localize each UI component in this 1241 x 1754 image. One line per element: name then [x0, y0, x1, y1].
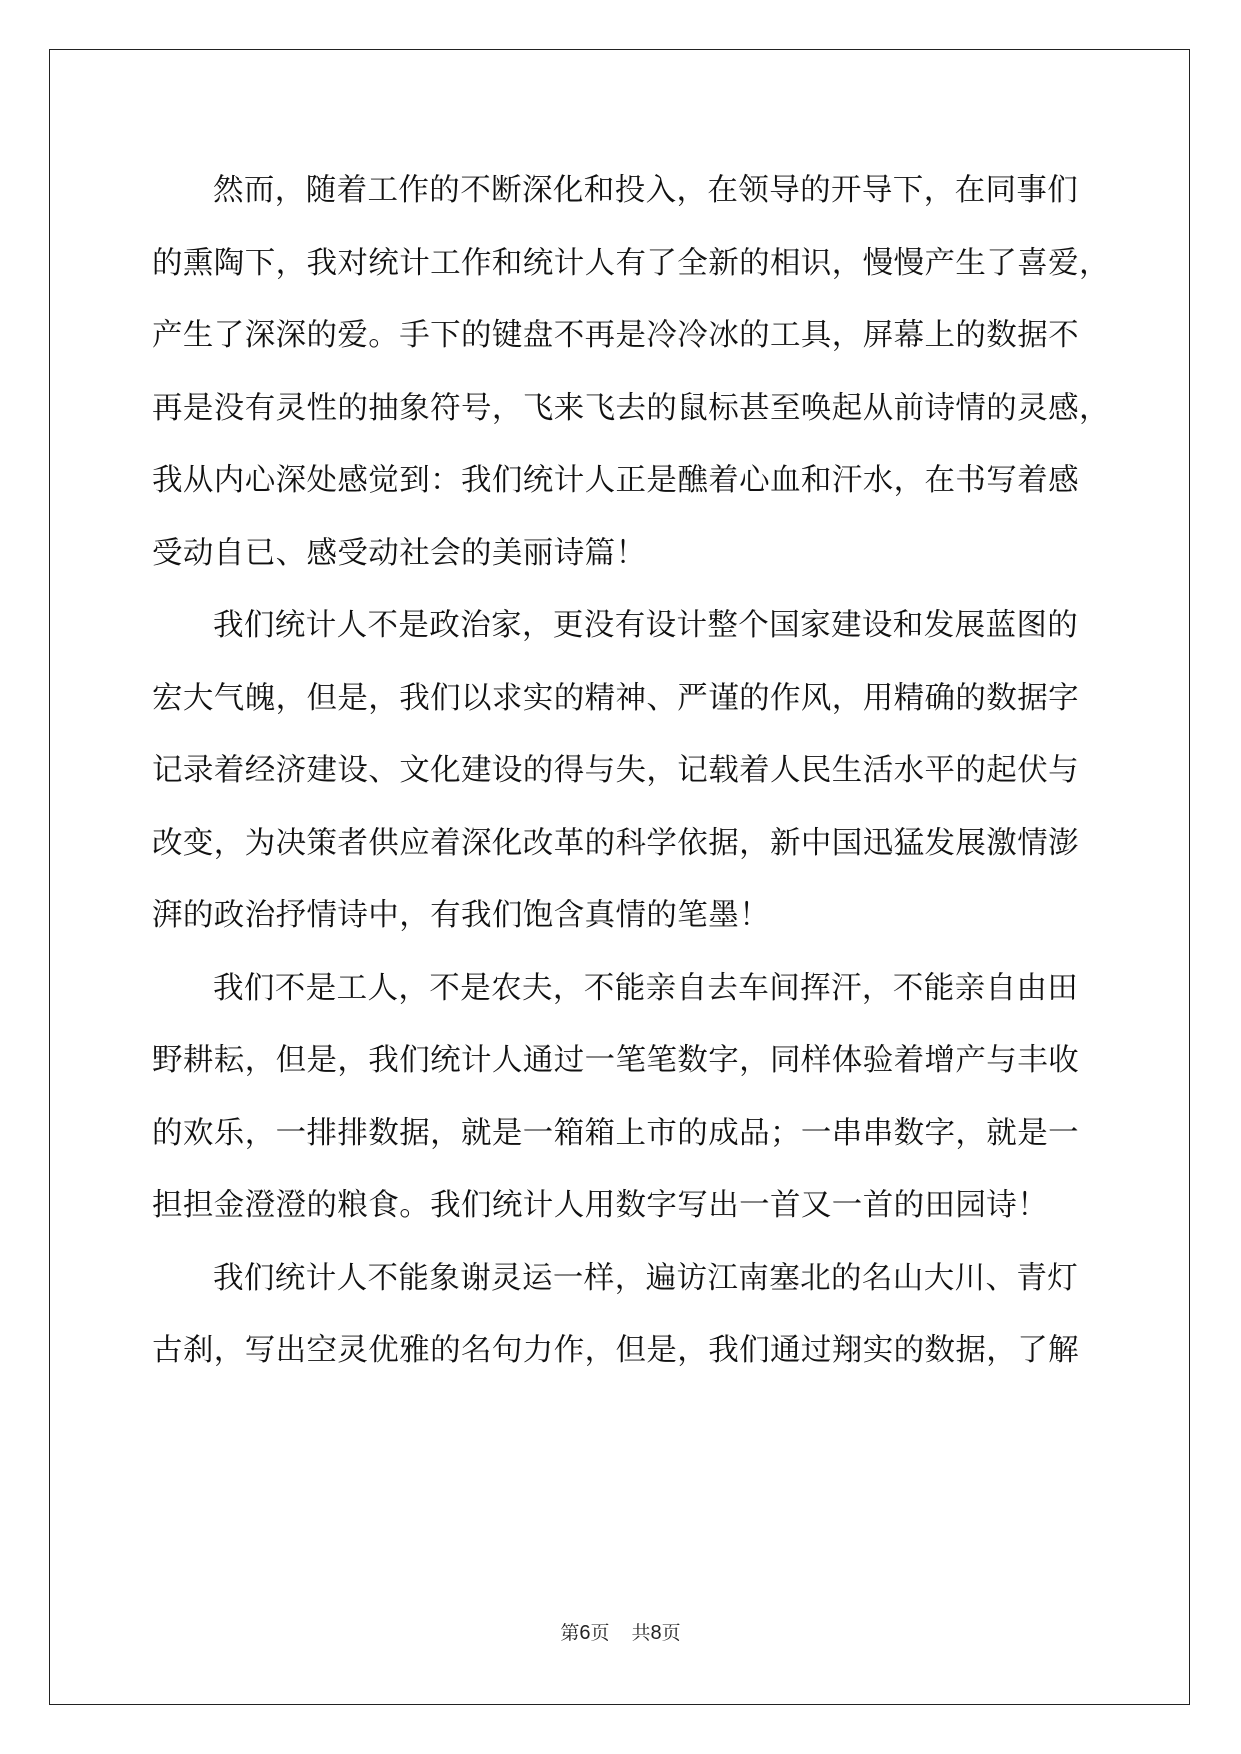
- text-line: 我们统计人不能象谢灵运一样，遍访江南塞北的名山大川、青灯: [213, 1260, 1079, 1296]
- page-suffix: 页: [590, 1622, 610, 1644]
- text-line: 野耕耘，但是，我们统计人通过一笔笔数字，同样体验着增产与丰收: [152, 1043, 1079, 1078]
- current-page-number: 6: [579, 1622, 591, 1644]
- text-line: 产生了深深的爱。手下的键盘不再是冷冷冰的工具，屏幕上的数据不: [152, 318, 1079, 353]
- total-pages-number: 8: [650, 1622, 662, 1644]
- text-line: 宏大气魄，但是，我们以求实的精神、严谨的作风，用精确的数据字: [152, 680, 1079, 716]
- text-line: 担担金澄澄的粮食。我们统计人用数字写出一首又一首的田园诗！: [152, 1188, 1049, 1223]
- total-suffix: 页: [661, 1622, 681, 1644]
- text-line: 的欢乐，一排排数据，就是一箱箱上市的成品；一串串数字，就是一: [152, 1115, 1079, 1151]
- paragraph-1: [152, 155, 1110, 590]
- document-body: [152, 155, 1110, 1388]
- total-prefix: 共: [631, 1622, 651, 1644]
- page-prefix: 第: [560, 1622, 580, 1644]
- paragraph-2: [152, 590, 1092, 953]
- text-line: 湃的政治抒情诗中，有我们饱含真情的笔墨！: [152, 898, 770, 933]
- text-line: 古刹，写出空灵优雅的名句力作，但是，我们通过翔实的数据，了解: [152, 1333, 1079, 1368]
- text-line: 我们不是工人，不是农夫，不能亲自去车间挥汗，不能亲自由田: [213, 970, 1079, 1006]
- text-line: 的熏陶下，我对统计工作和统计人有了全新的相识，慢慢产生了喜爱，: [152, 245, 1110, 281]
- page-number-footer: [0, 1618, 1241, 1645]
- paragraph-3: [152, 953, 1092, 1243]
- text-line: 记录着经济建设、文化建设的得与失，记载着人民生活水平的起伏与: [152, 753, 1079, 788]
- text-line: 改变，为决策者供应着深化改革的科学依据，新中国迅猛发展激情澎: [152, 825, 1079, 861]
- text-line: 我们统计人不是政治家，更没有设计整个国家建设和发展蓝图的: [213, 608, 1079, 643]
- paragraph-4: [152, 1243, 1092, 1388]
- text-line: 再是没有灵性的抽象符号，飞来飞去的鼠标甚至唤起从前诗情的灵感，: [152, 390, 1110, 426]
- text-line: 受动自已、感受动社会的美丽诗篇！: [152, 535, 647, 571]
- text-line: 我从内心深处感觉到：我们统计人正是醮着心血和汗水，在书写着感: [152, 463, 1079, 498]
- text-line: 然而，随着工作的不断深化和投入，在领导的开导下，在同事们: [213, 173, 1079, 208]
